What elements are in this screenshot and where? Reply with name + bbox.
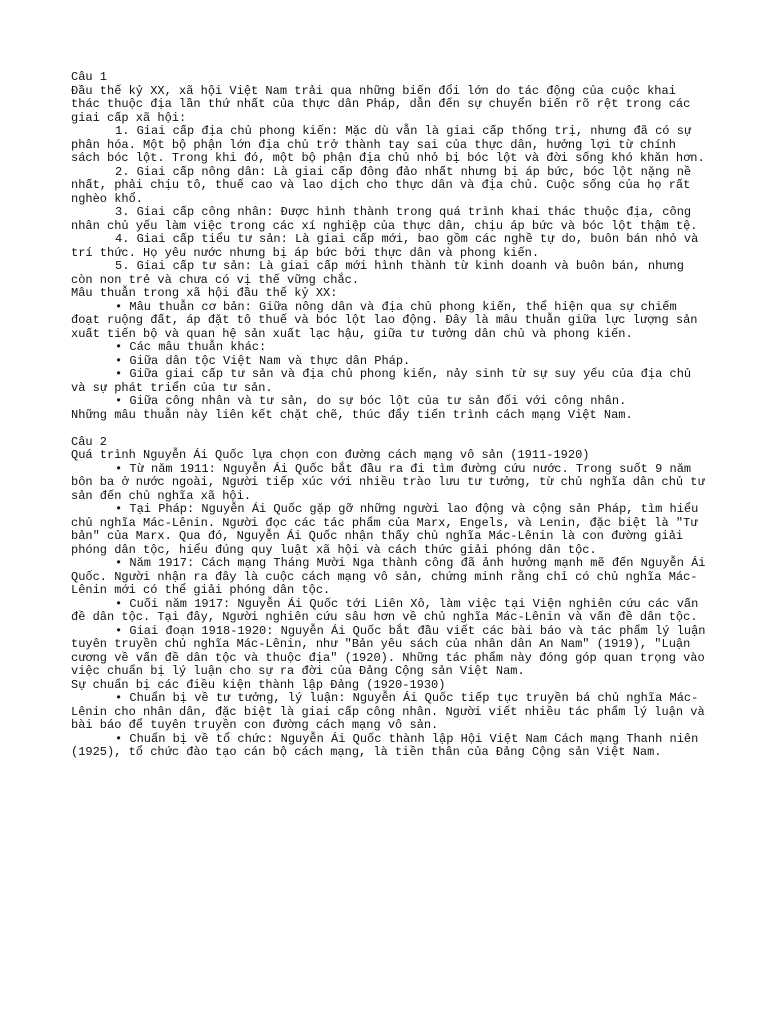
list-item: 4. Giai cấp tiểu tư sản: Là giai cấp mới, bao gồm các nghề tự do, buôn bán nhỏ và trí thức. Họ yêu nước nhưng bị áp bức bởi thực dân và phong kiến. [71, 232, 699, 260]
list-item: • Năm 1917: Cách mạng Tháng Mười Nga thành công đã ảnh hưởng mạnh mẽ đến Nguyễn Ái Quốc. Người nhận ra đây là cuộc cách mạng vô sản, chứng minh rằng chỉ có chủ nghĩa Mác-Lênin mới có thể giải phóng dân tộc. [71, 556, 706, 597]
list-item: 5. Giai cấp tư sản: Là giai cấp mới hình thành từ kinh doanh và buôn bán, nhưng còn non trẻ và chưa có vị thế vững chắc. [71, 259, 684, 287]
list-item: • Cuối năm 1917: Nguyễn Ái Quốc tới Liên Xô, làm việc tại Viện nghiên cứu các vấn đề dân tộc. Tại đây, Người nghiên cứu sâu hơn về chủ nghĩa Mác-Lênin và vấn đề dân tộc. [71, 596, 699, 624]
section-body [71, 449, 711, 760]
paragraph: Sự chuẩn bị các điều kiện thành lập Đảng (1920-1930) [71, 677, 446, 692]
section-cau-1 [71, 71, 711, 422]
list-item: • Giữa dân tộc Việt Nam và thực dân Pháp. [115, 353, 411, 368]
paragraph: Những mâu thuẫn này liên kết chặt chẽ, thúc đẩy tiến trình cách mạng Việt Nam. [71, 407, 633, 422]
paragraph: Mâu thuẫn trong xã hội đầu thế kỷ XX: [71, 286, 338, 300]
blank-line [71, 422, 711, 436]
list-item: 3. Giai cấp công nhân: Được hình thành trong quá trình khai thác thuộc địa, công nhân chủ yếu làm việc trong các xí nghiệp của thực dân, chịu áp bức và bóc lột thậm tệ. [71, 205, 698, 233]
list-item: • Chuẩn bị về tư tưởng, lý luận: Nguyễn Ái Quốc tiếp tục truyền bá chủ nghĩa Mác-Lênin cho nhân dân, đặc biệt là giai cấp công nhân. Người viết nhiều tác phẩm lý luận và bài báo để tuyên truyền con đường cách mạng vô sản. [71, 691, 705, 732]
paragraph: Đầu thế kỷ XX, xã hội Việt Nam trải qua những biến đổi lớn do tác động của cuộc khai thác thuộc địa lần thứ nhất của thực dân Pháp, dẫn đến sự chuyển biến rõ rệt trong các giai cấp xã hội: [71, 83, 691, 125]
list-item: 1. Giai cấp địa chủ phong kiến: Mặc dù vẫn là giai cấp thống trị, nhưng đã có sự phân hóa. Một bộ phận lớn địa chủ trở thành tay sai của thực dân, hưởng lợi từ chính sách bóc lột. Trong khi đó, một bộ phận địa chủ nhỏ bị bóc lột và đời sống khó khăn hơn. [71, 124, 705, 165]
section-heading: Câu 1 [71, 70, 108, 84]
list-item: 2. Giai cấp nông dân: Là giai cấp đông đảo nhất nhưng bị áp bức, bóc lột nặng nề nhất, phải chịu tô, thuế cao và lao dịch cho thực dân và địa chủ. Cuộc sống của họ rất nghèo khổ. [71, 164, 692, 206]
document-page [71, 71, 711, 760]
section-heading: Câu 2 [71, 434, 108, 449]
list-item: • Giai đoạn 1918-1920: Nguyễn Ái Quốc bắt đầu viết các bài báo và tác phẩm lý luận tuyên truyền chủ nghĩa Mác-Lênin, như "Bản yêu sách của nhân dân An Nam" (1919), "Luận cương về vấn đề dân tộc và thuộc địa" (1920). Những tác phẩm này đóng góp quan trọng vào việc chuẩn bị lý luận cho sự ra đời của Đảng Cộng sản Việt Nam. [71, 623, 706, 678]
section-cau-2 [71, 436, 711, 760]
list-item: • Chuẩn bị về tổ chức: Nguyễn Ái Quốc thành lập Hội Việt Nam Cách mạng Thanh niên (1925), tổ chức đào tạo cán bộ cách mạng, là tiền thân của Đảng Cộng sản Việt Nam. [71, 731, 699, 759]
list-item: • Giữa giai cấp tư sản và địa chủ phong kiến, nảy sinh từ sự suy yếu của địa chủ và sự phát triển của tư sản. [71, 367, 692, 395]
list-item: • Mâu thuẫn cơ bản: Giữa nông dân và địa chủ phong kiến, thể hiện qua sự chiếm đoạt ruộng đất, áp đặt tô thuế và bóc lột lao động. Đây là mâu thuẫn giữa lực lượng sản xuất tiến bộ và quan hệ sản xuất lạc hậu, giữa tư tưởng dân chủ và phong kiến. [71, 299, 698, 341]
paragraph: Quá trình Nguyễn Ái Quốc lựa chọn con đường cách mạng vô sản (1911-1920) [71, 448, 590, 462]
list-item: • Các mâu thuẫn khác: [115, 340, 267, 354]
section-body [71, 85, 711, 423]
list-item: • Tại Pháp: Nguyễn Ái Quốc gặp gỡ những người lao động và cộng sản Pháp, tìm hiểu chủ nghĩa Mác-Lênin. Người đọc các tác phẩm của Marx, Engels, và Lenin, đặc biệt là "Tư bản" của Marx. Qua đó, Nguyễn Ái Quốc nhận thấy chủ nghĩa Mác-Lênin là con đường giải phóng dân tộc, hiểu đúng quy luật xã hội và cách thức giải phóng dân tộc. [71, 502, 699, 557]
list-item: • Từ năm 1911: Nguyễn Ái Quốc bắt đầu ra đi tìm đường cứu nước. Trong suốt 9 năm bôn ba ở nước ngoài, Người tiếp xúc với nhiều trào lưu tư tưởng, từ chủ nghĩa dân chủ tư sản đến chủ nghĩa xã hội. [71, 461, 705, 503]
list-item: • Giữa công nhân và tư sản, do sự bóc lột của tư sản đối với công nhân. [115, 394, 627, 408]
